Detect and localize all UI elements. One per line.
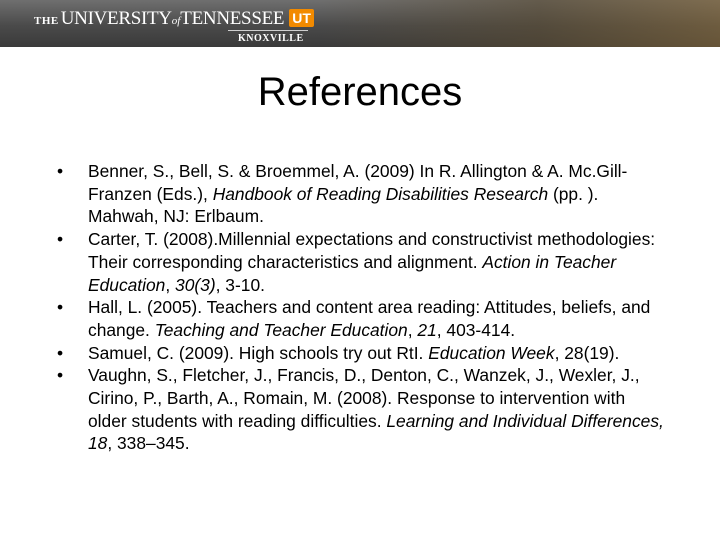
reference-text: , 338–345.: [107, 433, 190, 454]
bullet-icon: •: [57, 161, 64, 181]
logo-the-text: THE: [34, 15, 59, 27]
reference-text: , 28(19).: [554, 342, 620, 363]
reference-italic-text: Teaching and Teacher Education: [154, 319, 408, 340]
bullet-icon: •: [57, 229, 64, 250]
logo-university-text: UNIVERSITY: [60, 8, 172, 29]
reference-text: Vaughn, S., Fletcher, J., Francis, D., Denton, C., Wanzek, J., Wexler, J., Cirino, P., Barth, A., Romain, M. (2008). Response to intervention with older students with reading difficulties.: [88, 365, 640, 431]
reference-item: [55, 160, 667, 228]
reference-list: [55, 160, 667, 455]
logo-campus-text: KNOXVILLE: [238, 33, 304, 44]
reference-italic-text: 21: [417, 319, 437, 340]
slide-title: References: [257, 70, 463, 114]
bullet-icon: •: [57, 365, 64, 386]
reference-item: [55, 296, 667, 341]
reference-item: [55, 364, 667, 455]
reference-text: ,: [407, 319, 418, 340]
reference-italic-text: Action in Teacher Education: [88, 251, 617, 295]
reference-italic-text: 30(3): [175, 274, 216, 295]
logo-tennessee-text: TENNESSEE: [180, 8, 285, 29]
header-banner: [0, 0, 720, 47]
reference-text: Benner, S., Bell, S. & Broemmel, A. (2009) In R. Allington & A. Mc.Gill-Franzen (Eds.),: [88, 161, 628, 204]
banner-gradient-accent: [320, 0, 720, 47]
reference-text: Samuel, C. (2009). High schools try out RtI.: [88, 342, 429, 363]
reference-text: Carter, T. (2008).Millennial expectations and constructivist methodologies: Their corresponding characteristics and alignment.: [88, 229, 656, 272]
logo-divider: [228, 30, 308, 31]
bullet-icon: •: [57, 297, 64, 318]
university-logo: [34, 8, 314, 30]
reference-item: [55, 228, 667, 296]
ut-logo-icon: UT: [289, 9, 314, 27]
reference-text: , 3-10.: [215, 274, 265, 295]
reference-text: , 403-414.: [436, 319, 516, 340]
bullet-icon: •: [57, 342, 64, 363]
logo-of-text: of: [171, 15, 181, 27]
reference-text: (pp. ). Mahwah, NJ: Erlbaum.: [88, 183, 599, 227]
reference-italic-text: Learning and Individual Differences, 18: [88, 410, 664, 454]
reference-text: ,: [165, 274, 176, 295]
reference-italic-text: Education Week: [428, 342, 555, 363]
reference-text: Hall, L. (2005). Teachers and content area reading: Attitudes, beliefs, and change.: [88, 297, 651, 340]
reference-item: [55, 342, 667, 365]
reference-italic-text: Handbook of Reading Disabilities Research: [212, 183, 549, 204]
